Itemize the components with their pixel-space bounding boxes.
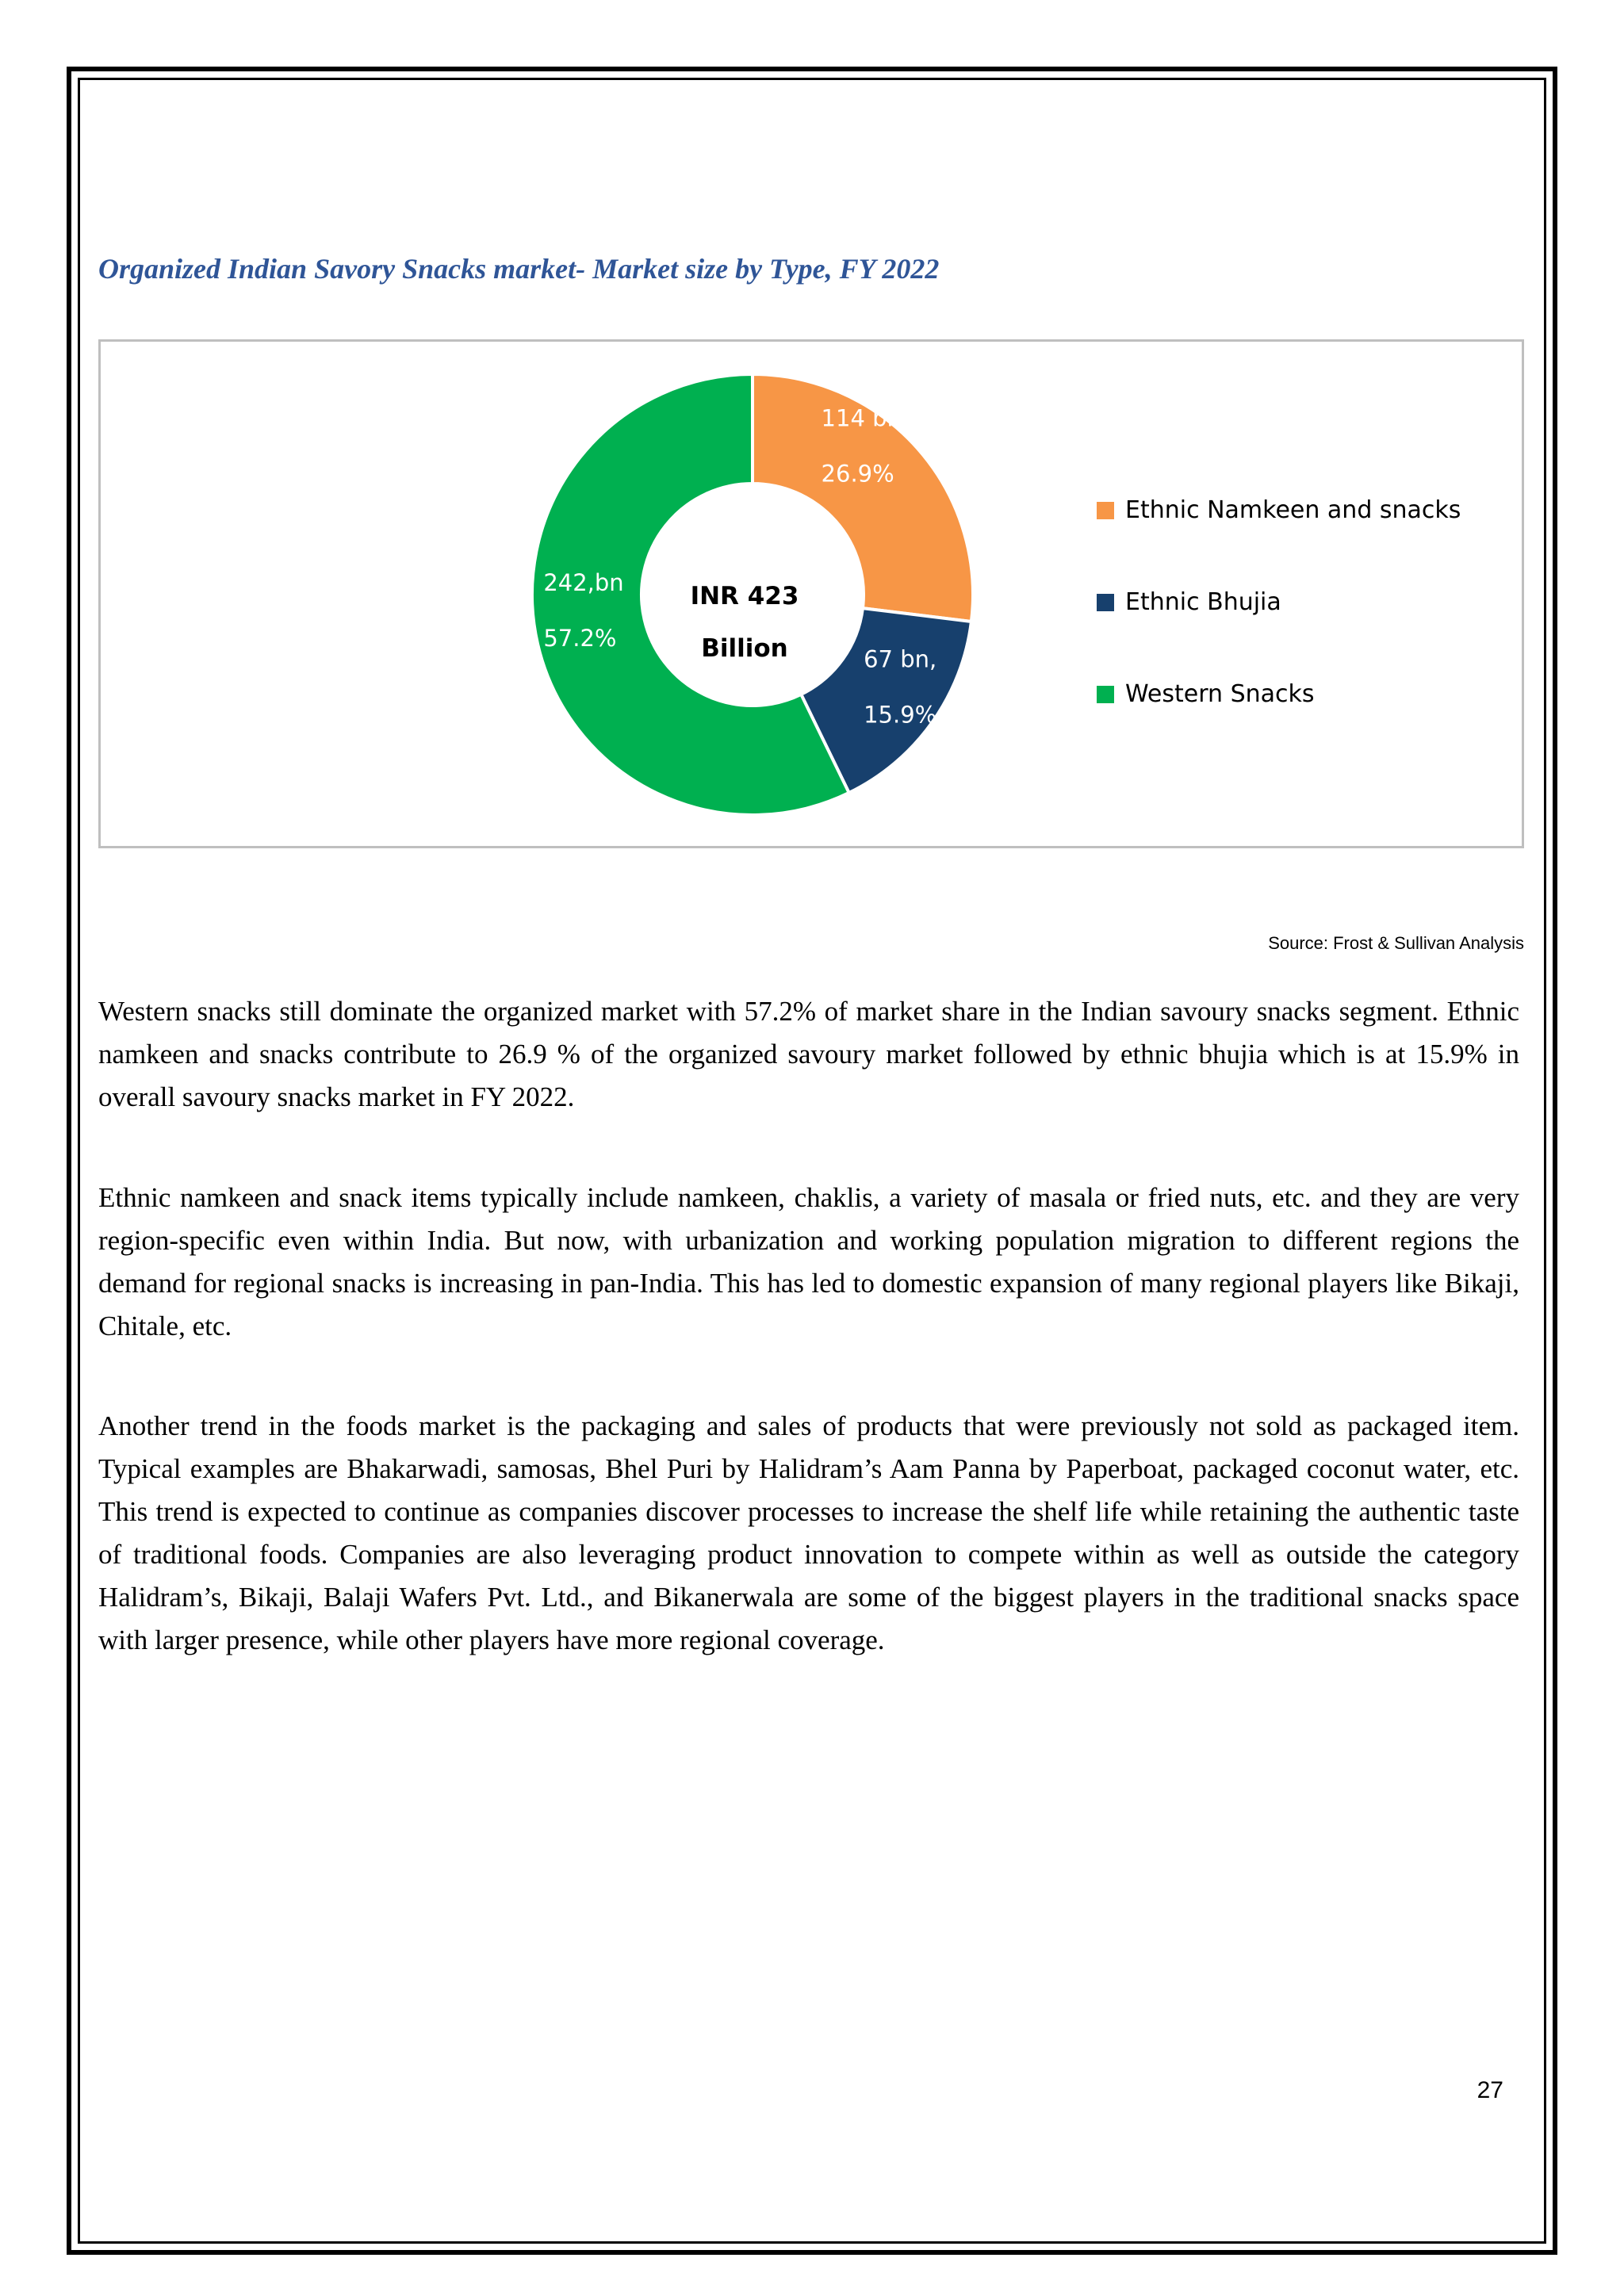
figure-title: Organized Indian Savory Snacks market- Market size by Type, FY 2022: [98, 253, 940, 285]
paragraph-2: Ethnic namkeen and snack items typically include namkeen, chaklis, a variety of masala or fried nuts, etc. and they are very region-specific even within India. But now, with urbanization and working population migration to different regions the demand for regional snacks is increasing in pan-India. This has led to domestic expansion of many regional players like Bikaji, Chitale, etc.: [98, 1182, 1519, 1341]
slice-3-label-line-2: 57.2%: [543, 624, 617, 652]
center-label-unit: Billion: [701, 634, 788, 663]
legend-label-3: Western Snacks: [1125, 680, 1315, 708]
paragraph-1: Western snacks still dominate the organized market with 57.2% of market share in the Indian savoury snacks segment. Ethnic namkeen and snacks contribute to 26.9 % of the organized savoury market followed by ethnic bhujia which is at 15.9% in overall savoury snacks market in FY 2022.: [98, 996, 1519, 1112]
slice-2-label-line-2: 15.9%: [864, 701, 937, 729]
slice-2-label-line-1: 67 bn,: [864, 645, 937, 673]
legend-label-2: Ethnic Bhujia: [1125, 588, 1281, 616]
donut-chart-svg: [101, 342, 1522, 846]
paragraph-3: Another trend in the foods market is the packaging and sales of products that were previously not sold as packaged item. Typical examples are Bhakarwadi, samosas, Bhel Puri by Halidram’s Aam Panna by Paperboat, packaged coconut water, etc. This trend is expected to continue as companies discover processes to increase the shelf life while retaining the authentic taste of traditional foods. Companies are also leveraging product innovation to compete within as well as outside the category Halidram’s, Bikaji, Balaji Wafers Pvt. Ltd., and Bikanerwala are some of the biggest players in the traditional snacks space with larger presence, while other players have more regional coverage.: [98, 1410, 1519, 1655]
legend-swatch-2: [1097, 594, 1114, 611]
legend-label-1: Ethnic Namkeen and snacks: [1125, 496, 1461, 524]
page-number: 27: [1477, 2077, 1503, 2103]
slice-3-label-line-1: 242,bn: [543, 568, 624, 596]
legend-swatch-1: [1097, 502, 1114, 519]
slice-1-label-line-2: 26.9%: [821, 460, 894, 488]
center-label-amount: INR 423: [690, 582, 799, 610]
donut-chart: [98, 339, 1524, 848]
slice-1-label-line-1: 114 bn,: [821, 404, 910, 432]
source-note: Source: Frost & Sullivan Analysis: [1268, 933, 1524, 953]
legend-swatch-3: [1097, 686, 1114, 703]
